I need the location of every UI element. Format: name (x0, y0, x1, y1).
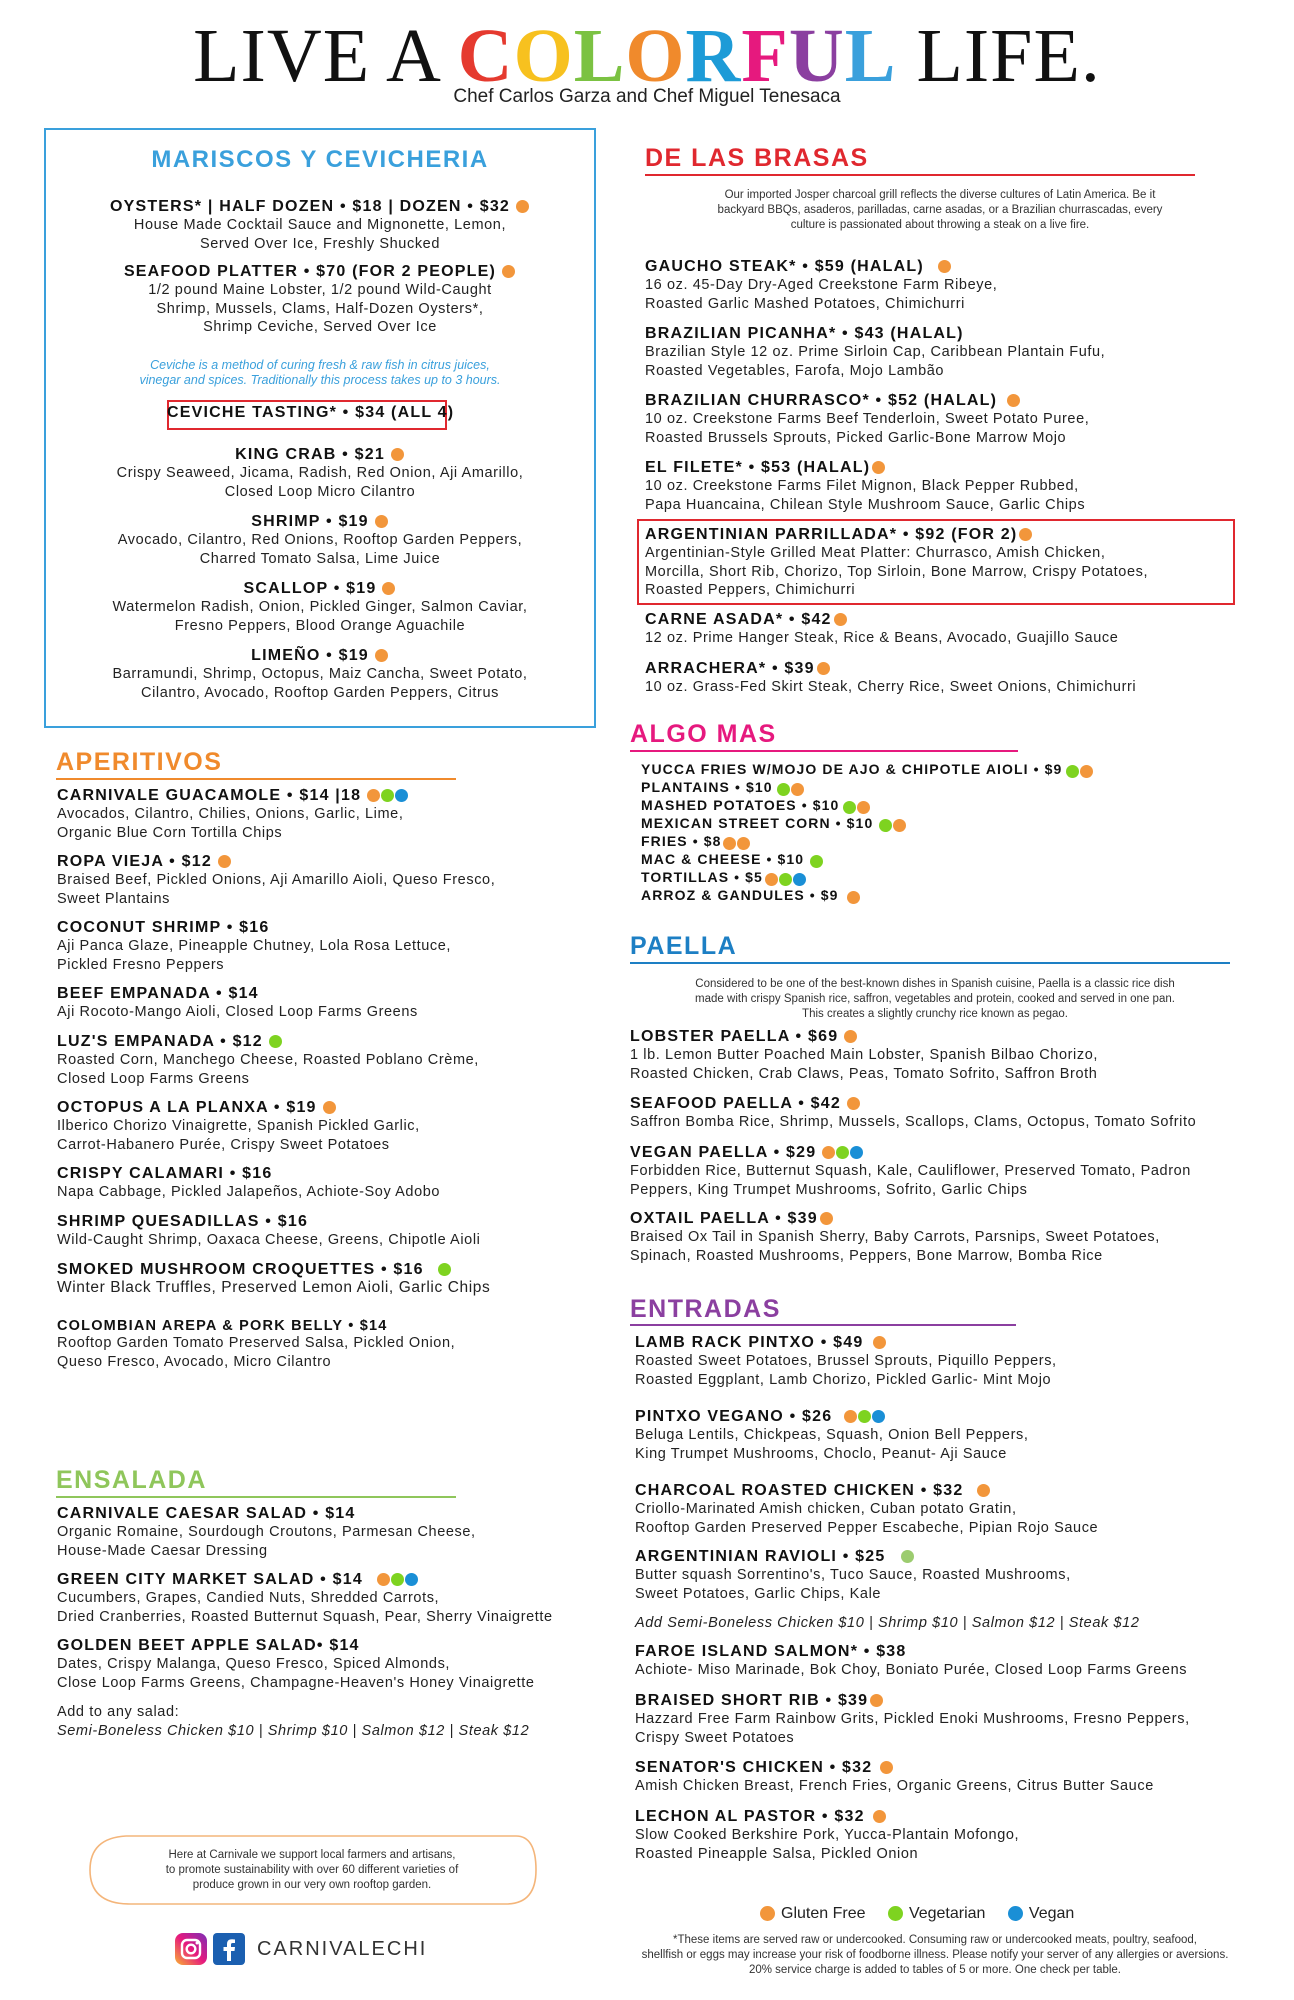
gluten-free-icon (844, 1030, 857, 1043)
title-letter-l2: L (844, 14, 897, 98)
vegetarian-icon (843, 801, 856, 814)
paella-intro: Considered to be one of the best-known dishes in Spanish cuisine, Paella is a classic rice dish made with crispy Spanish rice, saffron, vegetables and protein, cooked and served in one pan. This creates a slightly crunchy rice known as pegao. (695, 978, 1175, 1020)
mariscos-title: MARISCOS Y CEVICHERIA (151, 146, 489, 173)
menu-item-brazilian-picanha: BRAZILIAN PICANHA* • $43 (HALAL) Brazilian Style 12 oz. Prime Sirloin Cap, Caribbean Plantain Fufu, Roasted Vegetables, Farofa, Mojo Lambão (645, 325, 1106, 379)
gluten-free-icon (847, 1097, 860, 1110)
menu-item-argentinian-ravioli: ARGENTINIAN RAVIOLI • $25 Butter squash Sorrentino's, Tuco Sauce, Roasted Mushrooms, Sweet Potatoes, Garlic Chips, Kale (635, 1548, 1071, 1602)
side-mac-cheese: MAC & CHEESE • $10 (641, 851, 824, 868)
gluten-free-icon (817, 662, 830, 675)
entradas-underline (630, 1324, 1016, 1326)
vegetarian-icon (777, 783, 790, 796)
menu-item-faroe-salmon: FAROE ISLAND SALMON* • $38 Achiote- Miso Marinade, Bok Choy, Boniato Purée, Closed Loop Farms Greens (635, 1643, 1188, 1678)
menu-item-seafood-platter: SEAFOOD PLATTER • $70 (FOR 2 PEOPLE) 1/2 pound Maine Lobster, 1/2 pound Wild-Caught Shrimp, Mussels, Clams, Half-Dozen Oysters*, Shrimp Ceviche, Served Over Ice (44, 263, 596, 337)
gluten-free-icon (375, 515, 388, 528)
vegetarian-icon (888, 1906, 903, 1921)
gluten-free-icon (367, 789, 380, 802)
menu-item-charcoal-chicken: CHARCOAL ROASTED CHICKEN • $32 Criollo-Marinated Amish chicken, Cuban potato Gratin, Rooftop Garden Preserved Pepper Escabeche, Pipian Rojo Sauce (635, 1482, 1099, 1536)
menu-item-octopus: OCTOPUS A LA PLANXA • $19 Ilberico Chorizo Vinaigrette, Spanish Pickled Garlic, Carrot-Habanero Purée, Crispy Sweet Potatoes (57, 1099, 420, 1153)
menu-item-colombian-arepa: COLOMBIAN AREPA & PORK BELLY • $14 Rooftop Garden Tomato Preserved Salsa, Pickled Onion, Queso Fresco, Avocado, Micro Cilantro (57, 1318, 456, 1370)
side-street-corn: MEXICAN STREET CORN • $10 (641, 815, 907, 832)
menu-item-shrimp-ceviche: SHRIMP • $19 Avocado, Cilantro, Red Onions, Rooftop Garden Peppers, Charred Tomato Salsa, Lime Juice (117, 513, 523, 567)
vegetarian-icon (1066, 765, 1079, 778)
gluten-free-icon (822, 1146, 835, 1159)
gluten-free-icon (977, 1484, 990, 1497)
algo-mas-title: ALGO MAS (630, 720, 777, 748)
menu-item-lechon-pastor: LECHON AL PASTOR • $32 Slow Cooked Berkshire Pork, Yucca-Plantain Mofongo, Roasted Pineapple Salsa, Pickled Onion (635, 1808, 1020, 1862)
chef-subtitle: Chef Carlos Garza and Chef Miguel Tenesaca (453, 86, 841, 107)
gluten-free-icon (375, 649, 388, 662)
menu-item-scallop: SCALLOP • $19 Watermelon Radish, Onion, Pickled Ginger, Salmon Caviar, Fresno Peppers, Blood Orange Aguachile (112, 580, 528, 634)
entradas-title: ENTRADAS (630, 1295, 781, 1323)
vegetarian-icon (779, 873, 792, 886)
vegetarian-icon (901, 1550, 914, 1563)
disclaimer: *These items are served raw or undercooked. Consuming raw or undercooked meats, poultry, seafood, shellfish or eggs may increase your risk of foodborne illness. Please notify your server of any allergies or aversions. 20% service charge is added to tables of 5 or more. One check per table. (641, 1934, 1229, 1976)
vegan-icon (793, 873, 806, 886)
brasas-underline (645, 174, 1195, 176)
gluten-free-icon (870, 1694, 883, 1707)
title-letter-c: C (457, 14, 514, 98)
menu-item-lamb-rack: LAMB RACK PINTXO • $49 Roasted Sweet Potatoes, Brussel Sprouts, Piquillo Peppers, Roasted Eggplant, Lamb Chorizo, Pickled Garlic- Mint Mojo (635, 1334, 1057, 1388)
title-letter-o: O (513, 14, 574, 98)
vegan-icon (395, 789, 408, 802)
menu-item-oxtail-paella: OXTAIL PAELLA • $39 Braised Ox Tail in Spanish Sherry, Baby Carrots, Parsnips, Sweet Potatoes, Spinach, Roasted Mushrooms, Peppers, Bone Marrow, Bomba Rice (630, 1210, 1160, 1264)
facebook-icon[interactable] (213, 1933, 245, 1970)
gluten-free-icon (765, 873, 778, 886)
gluten-free-icon (873, 1336, 886, 1349)
menu-item-king-crab: KING CRAB • $21 Crispy Seaweed, Jicama, Radish, Red Onion, Aji Amarillo, Closed Loop Micro Cilantro (116, 446, 524, 500)
algo-mas-underline (630, 750, 1018, 752)
menu-item-pintxo-vegano: PINTXO VEGANO • $26 Beluga Lentils, Chickpeas, Squash, Onion Bell Peppers, King Trumpet Mushrooms, Choclo, Peanut- Aji Sauce (635, 1408, 1029, 1462)
menu-item-arrachera: ARRACHERA* • $39 10 oz. Grass-Fed Skirt Steak, Cherry Rice, Sweet Onions, Chimichurri (645, 660, 1137, 696)
gluten-free-icon (873, 1810, 886, 1823)
sustain-note: Here at Carnivale we support local farmers and artisans, to promote sustainability with over 60 different varieties of produce grown in our very own rooftop garden. (165, 1849, 459, 1891)
vegan-icon (405, 1573, 418, 1586)
gluten-free-icon (820, 1212, 833, 1225)
dietary-legend: Gluten Free Vegetarian Vegan (760, 1905, 1074, 1923)
menu-item-shrimp-quesadillas: SHRIMP QUESADILLAS • $16 Wild-Caught Shrimp, Oaxaca Cheese, Greens, Chipotle Aioli (57, 1213, 481, 1248)
menu-item-caesar-salad: CARNIVALE CAESAR SALAD • $14 Organic Romaine, Sourdough Croutons, Parmesan Cheese, House-Made Caesar Dressing (57, 1505, 476, 1559)
menu-item-green-city-salad: GREEN CITY MARKET SALAD • $14 Cucumbers, Grapes, Candied Nuts, Shredded Carrots, Dried Cranberries, Roasted Butternut Squash, Pear, Sherry Vinaigrette (57, 1571, 553, 1625)
vegetarian-icon (381, 789, 394, 802)
menu-item-crispy-calamari: CRISPY CALAMARI • $16 Napa Cabbage, Pickled Jalapeños, Achiote-Soy Adobo (57, 1165, 441, 1200)
aperitivos-underline (56, 778, 456, 780)
gluten-free-icon (218, 855, 231, 868)
gluten-free-icon (391, 448, 404, 461)
menu-item-mushroom-croquettes: SMOKED MUSHROOM CROQUETTES • $16 Winter Black Truffles, Preserved Lemon Aioli, Garlic Chips (57, 1261, 491, 1297)
title-letter-f: F (741, 14, 789, 98)
brasas-intro: Our imported Josper charcoal grill reflects the diverse cultures of Latin America. Be it backyard BBQs, asaderos, parilladas, carne asadas, or a Brazilian churrascadas, every culture is passionated about throwing a steak on a live fire. (717, 189, 1163, 231)
gluten-free-icon (760, 1906, 775, 1921)
gluten-free-icon (872, 461, 885, 474)
side-arroz-gandules: ARROZ & GANDULES • $9 (641, 887, 861, 904)
menu-item-senators-chicken: SENATOR'S CHICKEN • $32 Amish Chicken Breast, French Fries, Organic Greens, Citrus Butter Sauce (635, 1759, 1154, 1795)
menu-item-lobster-paella: LOBSTER PAELLA • $69 1 lb. Lemon Butter Poached Main Lobster, Spanish Bilbao Chorizo, Roasted Chicken, Crab Claws, Peas, Tomato Sofrito, Saffron Broth (630, 1028, 1099, 1082)
side-fries: FRIES • $8 (641, 833, 751, 850)
gluten-free-icon (834, 613, 847, 626)
gluten-free-icon (1080, 765, 1093, 778)
ceviche-tasting: CEVICHE TASTING* • $34 (ALL 4) (167, 404, 455, 421)
side-yucca-fries: YUCCA FRIES W/MOJO DE AJO & CHIPOTLE AIOLI • $9 (641, 761, 1094, 778)
entrada-add-ons: Add Semi-Boneless Chicken $10 | Shrimp $10 | Salmon $12 | Steak $12 (635, 1615, 1140, 1631)
gluten-free-icon (844, 1410, 857, 1423)
gluten-free-icon (893, 819, 906, 832)
gluten-free-icon (1019, 528, 1032, 541)
gluten-free-icon (737, 837, 750, 850)
menu-item-el-filete: EL FILETE* • $53 (HALAL) 10 oz. Creekstone Farms Filet Mignon, Black Pepper Rubbed, Papa Huancaina, Chilean Style Mushroom Sauce, Garlic Chips (645, 459, 1086, 513)
title-letter-o2: O (625, 14, 686, 98)
menu-item-seafood-paella: SEAFOOD PAELLA • $42 Saffron Bomba Rice, Shrimp, Mussels, Scallops, Clams, Octopus, Tomato Sofrito (630, 1095, 1197, 1131)
salad-add-ons: Add to any salad: Semi-Boneless Chicken $10 | Shrimp $10 | Salmon $12 | Steak $12 (57, 1704, 530, 1739)
vegetarian-icon (810, 855, 823, 868)
gluten-free-icon (382, 582, 395, 595)
gluten-free-icon (502, 265, 515, 278)
gluten-free-icon (847, 891, 860, 904)
gluten-free-icon (880, 1761, 893, 1774)
paella-underline (630, 962, 1230, 964)
gluten-free-icon (323, 1101, 336, 1114)
title-post: LIFE. (896, 14, 1101, 98)
menu-item-luzs-empanada: LUZ'S EMPANADA • $12 Roasted Corn, Manchego Cheese, Roasted Poblano Crème, Closed Loop Farms Greens (57, 1033, 479, 1087)
title-letter-r: R (685, 14, 742, 98)
menu-item-ropa-vieja: ROPA VIEJA • $12 Braised Beef, Pickled Onions, Aji Amarillo Aioli, Queso Fresco, Sweet Plantains (57, 853, 496, 907)
menu-item-carne-asada: CARNE ASADA* • $42 12 oz. Prime Hanger Steak, Rice & Beans, Avocado, Guajillo Sauce (645, 611, 1119, 647)
gluten-free-icon (791, 783, 804, 796)
paella-title: PAELLA (630, 932, 738, 960)
menu-item-limeno: LIMEÑO • $19 Barramundi, Shrimp, Octopus, Maiz Cancha, Sweet Potato, Cilantro, Avocado, Rooftop Garden Peppers, Citrus (112, 647, 528, 701)
gluten-free-icon (377, 1573, 390, 1586)
title-pre: LIVE A (193, 14, 458, 98)
gluten-free-icon (723, 837, 736, 850)
menu-item-vegan-paella: VEGAN PAELLA • $29 Forbidden Rice, Butternut Squash, Kale, Cauliflower, Preserved Tomato, Padron Peppers, King Trumpet Mushrooms, Sofrito, Garlic Chips (630, 1144, 1191, 1198)
vegan-icon (850, 1146, 863, 1159)
brasas-title: DE LAS BRASAS (645, 144, 869, 172)
menu-item-beef-empanada: BEEF EMPANADA • $14 Aji Rocoto-Mango Aioli, Closed Loop Farms Greens (57, 985, 418, 1020)
menu-item-gaucho-steak: GAUCHO STEAK* • $59 (HALAL) 16 oz. 45-Day Dry-Aged Creekstone Farm Ribeye, Roasted Garlic Mashed Potatoes, Chimichurri (645, 258, 998, 312)
side-plantains: PLANTAINS • $10 (641, 779, 805, 796)
gluten-free-icon (857, 801, 870, 814)
side-mashed-potatoes: MASHED POTATOES • $10 (641, 797, 871, 814)
vegan-icon (872, 1410, 885, 1423)
vegetarian-icon (391, 1573, 404, 1586)
vegetarian-icon (438, 1263, 451, 1276)
menu-item-parrillada: ARGENTINIAN PARRILLADA* • $92 (FOR 2) Argentinian-Style Grilled Meat Platter: Churrasco, Amish Chicken, Morcilla, Short Rib, Chorizo, Top Sirloin, Bone Marrow, Crispy Potatoes, Roasted Peppers, Chimichurri (645, 526, 1149, 599)
ensalada-title: ENSALADA (56, 1466, 207, 1494)
menu-item-guacamole: CARNIVALE GUACAMOLE • $14 |18 Avocados, Cilantro, Chilies, Onions, Garlic, Lime, Organic Blue Corn Tortilla Chips (57, 787, 409, 842)
menu-item-brazilian-churrasco: BRAZILIAN CHURRASCO* • $52 (HALAL) 10 oz. Creekstone Farms Beef Tenderloin, Sweet Potato Puree, Roasted Brussels Sprouts, Picked Garlic-Bone Marrow Mojo (645, 392, 1090, 446)
ceviche-note: Ceviche is a method of curing fresh & raw fish in citrus juices, vinegar and spices. Traditionally this process takes up to 3 hours. (139, 358, 501, 387)
menu-item-braised-short-rib: BRAISED SHORT RIB • $39 Hazzard Free Farm Rainbow Grits, Pickled Enoki Mushrooms, Fresno Peppers, Crispy Sweet Potatoes (635, 1692, 1190, 1746)
vegetarian-icon (836, 1146, 849, 1159)
gluten-free-icon (516, 200, 529, 213)
instagram-icon[interactable] (175, 1933, 207, 1970)
social-handle[interactable]: CARNIVALECHI (257, 1938, 428, 1960)
menu-item-golden-beet-salad: GOLDEN BEET APPLE SALAD• $14 Dates, Crispy Malanga, Queso Fresco, Spiced Almonds, Close Loop Farms Greens, Champagne-Heaven's Honey Vinaigrette (57, 1637, 535, 1691)
title-letter-l: L (573, 14, 626, 98)
gluten-free-icon (1007, 394, 1020, 407)
title-letter-u: U (788, 14, 845, 98)
vegetarian-icon (879, 819, 892, 832)
vegetarian-icon (269, 1035, 282, 1048)
vegan-icon (1008, 1906, 1023, 1921)
side-tortillas: TORTILLAS • $5 (641, 869, 807, 886)
menu-item-coconut-shrimp: COCONUT SHRIMP • $16 Aji Panca Glaze, Pineapple Chutney, Lola Rosa Lettuce, Pickled Fresno Peppers (57, 919, 452, 973)
menu-item-oysters: OYSTERS* | HALF DOZEN • $18 | DOZEN • $32 House Made Cocktail Sauce and Mignonette, Lemon, Served Over Ice, Freshly Shucked (44, 198, 596, 253)
vegetarian-icon (858, 1410, 871, 1423)
aperitivos-title: APERITIVOS (56, 748, 223, 776)
gluten-free-icon (938, 260, 951, 273)
ensalada-underline (56, 1496, 456, 1498)
